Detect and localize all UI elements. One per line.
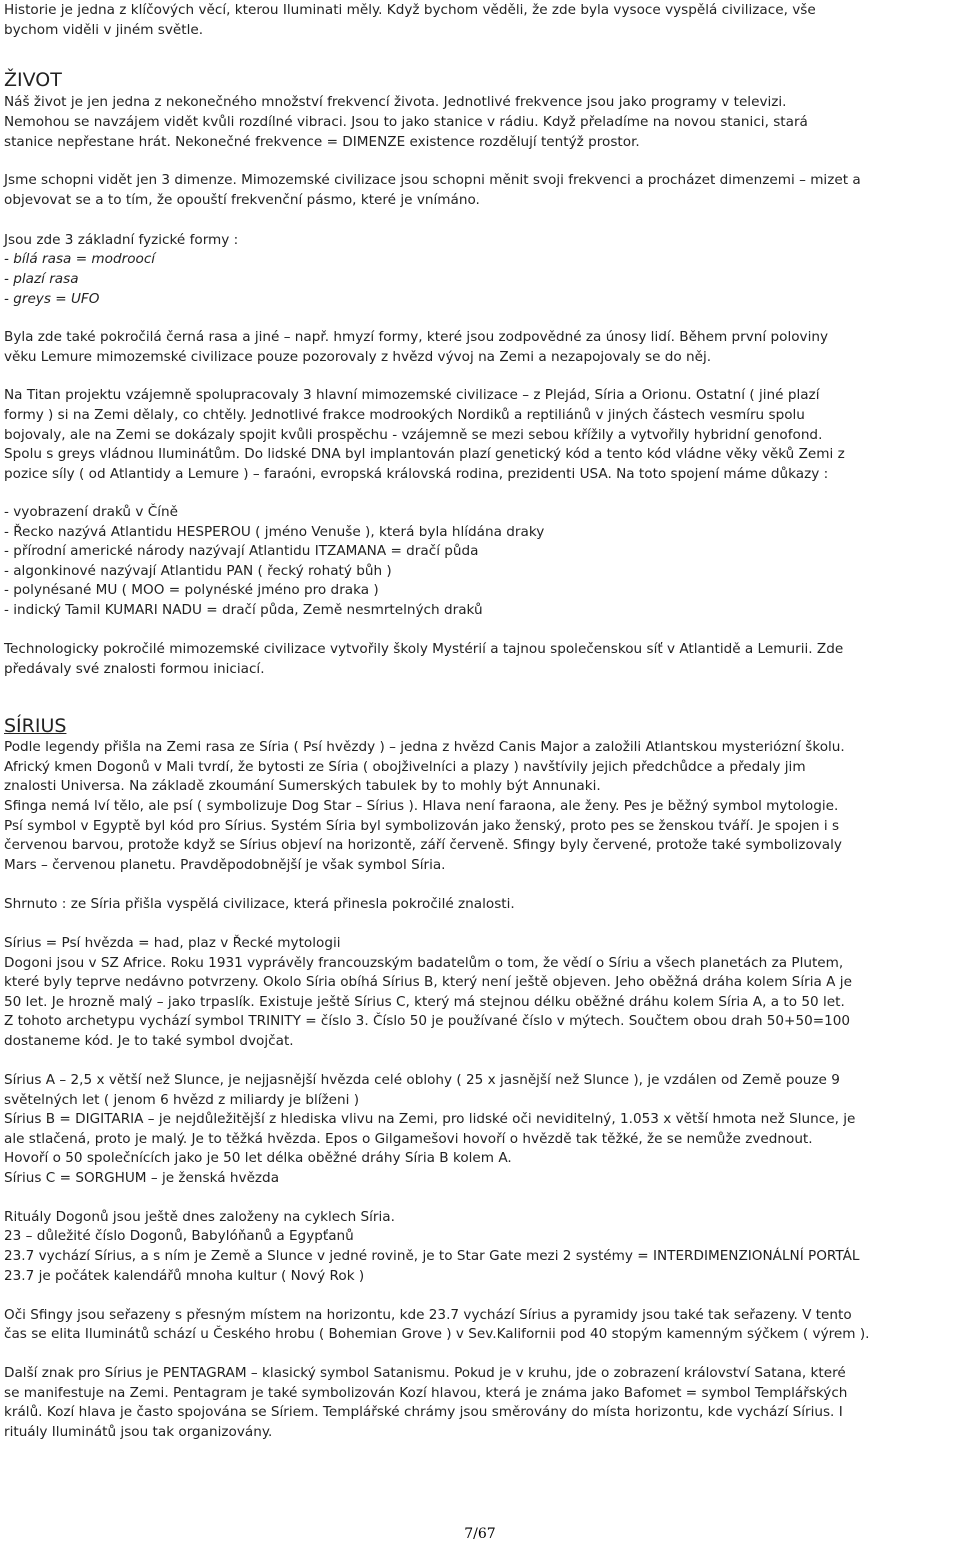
- text-line: Byla zde také pokročilá černá rasa a jiné – např. hmyzí formy, které jsou zodpovědné za únosy lidí. Během první poloviny: [4, 329, 829, 345]
- text-line: světelných let ( jenom 6 hvězd z miliardy je blíženi ): [4, 1092, 360, 1108]
- text-line: Sfinga nemá lví tělo, ale psí ( symbolizuje Dog Star – Sírius ). Hlava není faraona, ale ženy. Pes je běžný symbol mytologie.: [4, 798, 839, 814]
- text-line: Africký kmen Dogonů v Mali tvrdí, že bytosti ze Síria ( obojživelníci a plazy ) navštívily jejich předchůdce a předaly jim: [4, 759, 806, 775]
- section-heading-sirius: SÍRIUS: [4, 715, 67, 737]
- text-line: 23.7 vychází Sírius, a s ním je Země a Slunce v jedné rovině, je to Star Gate mezi 2 systémy = INTERDIMENZIONÁLNÍ PORTÁL: [4, 1248, 860, 1264]
- text-line: Technologicky pokročilé mimozemské civilizace vytvořily školy Mystérií a tajnou společenskou síť v Atlantidě a Lemurii. Zde: [4, 641, 844, 657]
- text-line: Spolu s greys vládnou Iluminátům. Do lidské DNA byl implantován plazí genetický kód a tento kód vládne věky věků Zemi z: [4, 446, 845, 462]
- text-line: předávaly své znalosti formou iniciací.: [4, 661, 265, 677]
- text-line: Sírius A – 2,5 x větší než Slunce, je nejjasnější hvězda celé oblohy ( 25 x jasnější než Slunce ), je vzdálen od Země pouze 9: [4, 1072, 840, 1088]
- text-line: 50 let. Je hrozně malý – jako trpaslík. Existuje ještě Sírius C, který má stejnou délku oběžné dráhu kolem Síria A, a to 50 let.: [4, 994, 845, 1010]
- text-line: Shrnuto : ze Síria přišla vyspělá civilizace, která přinesla pokročilé znalosti.: [4, 896, 515, 912]
- list-item: - bílá rasa = modroocí: [4, 251, 156, 267]
- text-line: Oči Sfingy jsou seřazeny s přesným místem na horizontu, kde 23.7 vychází Sírius a pyramidy jsou také tak seřazeny. V tento: [4, 1307, 852, 1323]
- text-line: Hovoří o 50 společnících jako je 50 let délka oběžné dráhy Síria B kolem A.: [4, 1150, 512, 1166]
- text-line: Nemohou se navzájem vidět kvůli rozdílné vibraci. Jsou to jako stanice v rádiu. Když přeladíme na novou stanici, stará: [4, 114, 808, 130]
- text-line: ale stlačená, proto je malý. Je to těžká hvězda. Epos o Gilgamešovi hovoří o hvězdě tak těžké, že se nemůže zvednout.: [4, 1131, 813, 1147]
- text-line: 23 – důležité číslo Dogonů, Babylóňanů a Egypťanů: [4, 1228, 354, 1244]
- list-item: - vyobrazení draků v Číně: [4, 504, 178, 520]
- text-line: věku Lemure mimozemské civilizace pouze pozorovaly z hvězd vývoj na Zemi a nezapojovaly se do něj.: [4, 349, 712, 365]
- text-line: Náš život je jen jedna z nekonečného množství frekvencí života. Jednotlivé frekvence jsou jako programy v televizi.: [4, 94, 787, 110]
- text-line: Další znak pro Sírius je PENTAGRAM – klasický symbol Satanismu. Pokud je v kruhu, jde o zobrazení království Satana, které: [4, 1365, 846, 1381]
- list-item: - přírodní americké národy nazývají Atlantidu ITZAMANA = dračí půda: [4, 543, 479, 559]
- text-line: Jsme schopni vidět jen 3 dimenze. Mimozemské civilizace jsou schopni měnit svoji frekvenci a procházet dimenzemi – mizet a: [4, 172, 861, 188]
- text-line: stanice nepřestane hrát. Nekonečné frekvence = DIMENZE existence rozdělují tentýž prostor.: [4, 134, 640, 150]
- text-line: Historie je jedna z klíčových věcí, kterou Iluminati měly. Když bychom věděli, že zde byla vysoce vyspělá civilizace, vše: [4, 2, 816, 18]
- text-line: králů. Kozí hlava je často spojována se Síriem. Templářské chrámy jsou směrovány do místa horizontu, kde vychází Sírius. I: [4, 1404, 843, 1420]
- list-item: - plazí rasa: [4, 271, 79, 287]
- text-line: bychom viděli v jiném světle.: [4, 22, 204, 38]
- text-line: Jsou zde 3 základní fyzické formy :: [4, 232, 239, 248]
- text-line: Sírius C = SORGHUM – je ženská hvězda: [4, 1170, 280, 1186]
- text-line: rituály Iluminátů jsou tak organizovány.: [4, 1424, 273, 1440]
- page-number: 7/67: [464, 1526, 496, 1542]
- list-item: - polynésané MU ( MOO = polynéské jméno pro draka ): [4, 582, 379, 598]
- text-line: Sírius B = DIGITARIA – je nejdůležitější z hlediska vlivu na Zemi, pro lidské oči neviditelný, 1.053 x větší hmota než Slunce, je: [4, 1111, 856, 1127]
- text-line: formy ) si na Zemi dělaly, co chtěly. Jednotlivé frakce modrookých Nordiků a reptiliánů v jiných částech vesmíru spolu: [4, 407, 805, 423]
- text-line: bojovaly, ale na Zemi se dokázaly spojit kvůli prospěchu - vzájemně se mezi sebou křížily a vytvořily hybridní genofond.: [4, 427, 823, 443]
- text-line: Podle legendy přišla na Zemi rasa ze Síria ( Psí hvězdy ) – jedna z hvězd Canis Major a založili Atlantskou mysteriózní školu.: [4, 739, 845, 755]
- list-item: - algonkinové nazývají Atlantidu PAN ( řecký rohatý bůh ): [4, 563, 392, 579]
- text-line: pozice síly ( od Atlantidy a Lemure ) – faraóni, evropská královská rodina, prezidenti USA. Na toto spojení máme důkazy :: [4, 466, 829, 482]
- text-line: Dogoni jsou v SZ Africe. Roku 1931 vyprávěly francouzským badatelům o tom, že vědí o Síriu a všech planetách za Plutem,: [4, 955, 844, 971]
- text-line: Mars – červenou planetu. Pravděpodobnější je však symbol Síria.: [4, 857, 446, 873]
- list-item: - Řecko nazývá Atlantidu HESPEROU ( jméno Venuše ), která byla hlídána draky: [4, 524, 545, 540]
- text-line: znalosti Universa. Na základě zkoumání Sumerských tabulek by to mohly být Annunaki.: [4, 778, 601, 794]
- text-line: které byly teprve nedávno potvrzeny. Okolo Síria obíhá Sírius B, který není ještě objeven. Jeho oběžná dráha kolem Síria A je: [4, 974, 852, 990]
- list-item: - indický Tamil KUMARI NADU = dračí půda, Země nesmrtelných draků: [4, 602, 483, 618]
- text-line: čas se elita Iluminátů schází u Českého hrobu ( Bohemian Grove ) v Sev.Kalifornii pod 40 stopým kamenným sýčkem ( výrem ).: [4, 1326, 870, 1342]
- text-line: Sírius = Psí hvězda = had, plaz v Řecké mytologii: [4, 935, 341, 951]
- text-line: dostaneme kód. Je to také symbol dvojčat.: [4, 1033, 294, 1049]
- text-line: Psí symbol v Egyptě byl kód pro Sírius. Systém Síria byl symbolizován jako ženský, proto pes se ženskou tváří. Je spojen i s: [4, 818, 840, 834]
- text-line: se manifestuje na Zemi. Pentagram je také symbolizován Kozí hlavou, která je známa jako Bafomet = symbol Templářských: [4, 1385, 848, 1401]
- section-heading-zivot: ŽIVOT: [4, 69, 62, 91]
- text-line: Rituály Dogonů jsou ještě dnes založeny na cyklech Síria.: [4, 1209, 395, 1225]
- text-line: Na Titan projektu vzájemně spolupracovaly 3 hlavní mimozemské civilizace – z Plejád, Síria a Orionu. Ostatní ( jiné plazí: [4, 387, 820, 403]
- text-line: objevovat se a to tím, že opouští frekvenční pásmo, které je vnímáno.: [4, 192, 480, 208]
- text-line: červenou barvou, protože když se Sírius objeví na horizontě, září červeně. Sfingy byly červené, protože také symbolizovaly: [4, 837, 842, 853]
- text-line: 23.7 je počátek kalendářů mnoha kultur ( Nový Rok ): [4, 1268, 365, 1284]
- text-line: Z tohoto archetypu vychází symbol TRINITY = číslo 3. Číslo 50 je používané číslo v mýtech. Součtem obou drah 50+50=100: [4, 1013, 851, 1029]
- list-item: - greys = UFO: [4, 291, 100, 307]
